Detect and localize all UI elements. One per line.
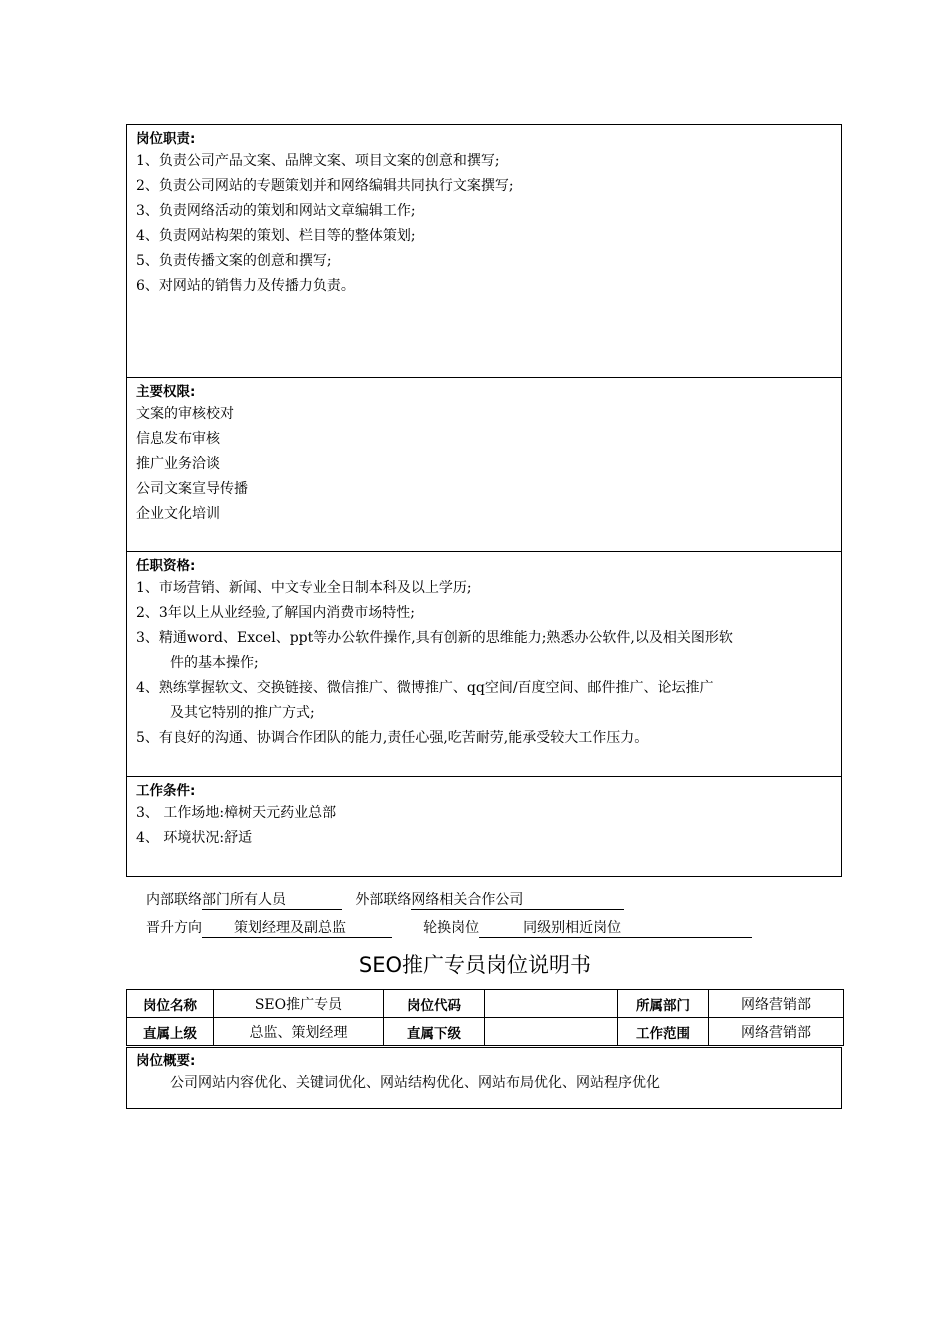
- direct-subordinate-value: [485, 1018, 618, 1046]
- duty-item: 6、对网站的销售力及传播力负责。: [136, 278, 355, 294]
- summary-heading: 岗位概要:: [136, 1053, 196, 1069]
- qualification-item: 5、有良好的沟通、协调合作团队的能力,责任心强,吃苦耐劳,能承受较大工作压力。: [136, 730, 649, 746]
- promotion-value: 策划经理及副总监: [202, 919, 392, 938]
- external-contact-label: 外部联络: [355, 892, 412, 908]
- rotation-value: 同级别相近岗位: [479, 919, 752, 938]
- authority-section: [126, 377, 842, 552]
- rotation-label: 轮换岗位: [423, 920, 480, 936]
- qualifications-section: [126, 551, 842, 777]
- job-info-table: [126, 989, 844, 1046]
- direct-superior-label: 直属上级: [127, 1018, 214, 1046]
- summary-section: [126, 1047, 842, 1109]
- table-row: [127, 990, 844, 1018]
- authority-item: 企业文化培训: [136, 506, 220, 522]
- contact-row-internal-external: [146, 890, 624, 910]
- internal-contact-value: 部门所有人员: [202, 891, 342, 910]
- authority-item: 文案的审核校对: [136, 406, 234, 422]
- work-scope-label: 工作范围: [618, 1018, 709, 1046]
- qualification-item: 2、3年以上从业经验,了解国内消费市场特性;: [136, 605, 415, 621]
- duty-item: 1、负责公司产品文案、品牌文案、项目文案的创意和撰写;: [136, 153, 500, 169]
- duties-section: [126, 124, 842, 378]
- authority-item: 信息发布审核: [136, 431, 220, 447]
- conditions-heading: 工作条件:: [136, 783, 196, 799]
- direct-subordinate-label: 直属下级: [384, 1018, 485, 1046]
- external-contact-value: 网络相关合作公司: [411, 891, 624, 910]
- qualification-item: 3、精通word、Excel、ppt等办公软件操作,具有创新的思维能力;熟悉办公软件,以及相关图形软: [136, 630, 733, 646]
- authority-item: 推广业务洽谈: [136, 456, 220, 472]
- authority-item: 公司文案宣导传播: [136, 481, 248, 497]
- qualification-item-continuation: 件的基本操作;: [170, 655, 259, 671]
- conditions-section: [126, 776, 842, 877]
- qualification-item-continuation: 及其它特别的推广方式;: [170, 705, 315, 721]
- duty-item: 3、负责网络活动的策划和网站文章编辑工作;: [136, 203, 416, 219]
- summary-text: 公司网站内容优化、关键词优化、网站结构优化、网站布局优化、网站程序优化: [170, 1075, 660, 1091]
- direct-superior-value: 总监、策划经理: [214, 1018, 384, 1046]
- job-name-label: 岗位名称: [127, 990, 214, 1018]
- duty-item: 2、负责公司网站的专题策划并和网络编辑共同执行文案撰写;: [136, 178, 514, 194]
- condition-item: 4、 环境状况:舒适: [136, 830, 253, 846]
- qualifications-heading: 任职资格:: [136, 558, 196, 574]
- department-label: 所属部门: [618, 990, 709, 1018]
- duty-item: 5、负责传播文案的创意和撰写;: [136, 253, 332, 269]
- document-title: SEO推广专员岗位说明书: [358, 953, 592, 977]
- job-code-label: 岗位代码: [384, 990, 485, 1018]
- condition-item: 3、 工作场地:樟树天元药业总部: [136, 805, 337, 821]
- work-scope-value: 网络营销部: [709, 1018, 844, 1046]
- promotion-label: 晋升方向: [146, 920, 202, 936]
- duties-heading: 岗位职责:: [136, 131, 196, 147]
- table-row: [127, 1018, 844, 1046]
- authority-heading: 主要权限:: [136, 384, 196, 400]
- qualification-item: 4、熟练掌握软文、交换链接、微信推广、微博推广、qq空间/百度空间、邮件推广、论坛推广: [136, 680, 714, 696]
- internal-contact-label: 内部联络: [146, 892, 202, 908]
- qualification-item: 1、市场营销、新闻、中文专业全日制本科及以上学历;: [136, 580, 472, 596]
- duty-item: 4、负责网站构架的策划、栏目等的整体策划;: [136, 228, 416, 244]
- job-name-value: SEO推广专员: [214, 990, 384, 1018]
- job-code-value: [485, 990, 618, 1018]
- department-value: 网络营销部: [709, 990, 844, 1018]
- contact-row-promotion-rotation: [146, 918, 752, 938]
